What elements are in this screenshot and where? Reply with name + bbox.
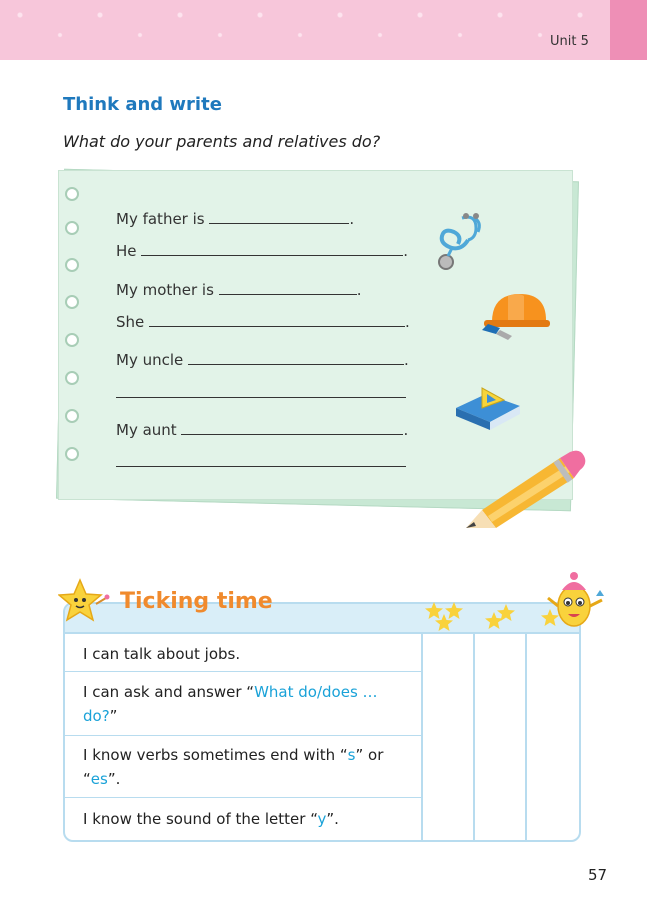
aunt-prefix: My aunt [116, 421, 177, 439]
he-blank[interactable] [141, 242, 403, 256]
row-2-highlight: What do/does … do? [83, 683, 378, 725]
pencil-icon [460, 444, 590, 530]
row-3-close: ”. [107, 770, 121, 788]
uncle-prefix: My uncle [116, 351, 184, 369]
mother-line [116, 281, 361, 299]
star-mascot-icon [58, 578, 110, 622]
row-text [83, 807, 339, 831]
aunt-blank[interactable] [181, 421, 403, 435]
aunt-extra-blank[interactable] [116, 466, 406, 467]
she-line [116, 313, 410, 331]
check-column-3-stars[interactable] [423, 636, 471, 840]
she-prefix: She [116, 313, 145, 331]
aunt-line [116, 421, 408, 439]
he-line [116, 242, 408, 260]
row-text [83, 680, 413, 728]
she-blank[interactable] [149, 313, 405, 327]
table-row [65, 798, 421, 842]
mother-suffix: . [356, 281, 362, 299]
two-stars-icon [484, 602, 518, 632]
egg-mascot-icon [544, 570, 608, 632]
he-prefix: He [116, 242, 137, 260]
ring-hole [65, 371, 79, 385]
banner-torn-edge [0, 44, 610, 64]
father-blank[interactable] [209, 210, 349, 224]
unit-label: Unit 5 [550, 34, 589, 49]
row-text [83, 642, 240, 666]
ring-hole [65, 409, 79, 423]
father-line [116, 210, 354, 228]
ring-hole [65, 221, 79, 235]
row-3-highlight-s: s [347, 746, 356, 764]
ticking-time-table [63, 602, 581, 842]
ring-hole [65, 295, 79, 309]
row-3-highlight-es: es [90, 770, 108, 788]
stethoscope-icon [432, 210, 490, 272]
section-title: Think and write [63, 94, 222, 115]
ring-hole [65, 333, 79, 347]
page-number: 57 [588, 866, 608, 884]
uncle-blank[interactable] [188, 351, 404, 365]
uncle-extra-blank[interactable] [116, 397, 406, 398]
ring-hole [65, 258, 79, 272]
row-4-highlight: y [317, 810, 327, 828]
ring-hole [65, 187, 79, 201]
row-1-text: I can talk about jobs. [83, 645, 241, 663]
three-stars-icon [424, 600, 470, 634]
row-2-close: ” [109, 707, 118, 725]
row-3-mid: ” or “ [83, 746, 384, 788]
banner-right-tab [610, 0, 647, 60]
ticking-time-title: Ticking time [120, 589, 273, 614]
row-4-close: ”. [326, 810, 339, 828]
mother-prefix: My mother is [116, 281, 214, 299]
row-text [83, 743, 413, 791]
check-column-2-stars[interactable] [475, 636, 523, 840]
check-column-1-star[interactable] [527, 636, 579, 840]
mother-blank[interactable] [219, 281, 357, 295]
father-prefix: My father is [116, 210, 205, 228]
table-row [65, 736, 421, 798]
row-4-text: I know the sound of the letter “ [83, 810, 318, 828]
row-3-text: I know verbs sometimes end with “ [83, 746, 348, 764]
table-row [65, 672, 421, 736]
father-suffix: . [349, 210, 355, 228]
she-suffix: . [405, 313, 410, 331]
uncle-line [116, 351, 409, 369]
table-row [65, 634, 421, 672]
row-2-text: I can ask and answer “ [83, 683, 255, 701]
uncle-suffix: . [404, 351, 409, 369]
book-ruler-icon [452, 378, 524, 434]
question-prompt: What do your parents and relatives do? [63, 132, 381, 151]
ring-hole [65, 447, 79, 461]
hard-hat-icon [478, 288, 552, 346]
aunt-suffix: . [403, 421, 409, 439]
he-suffix: . [403, 242, 409, 260]
